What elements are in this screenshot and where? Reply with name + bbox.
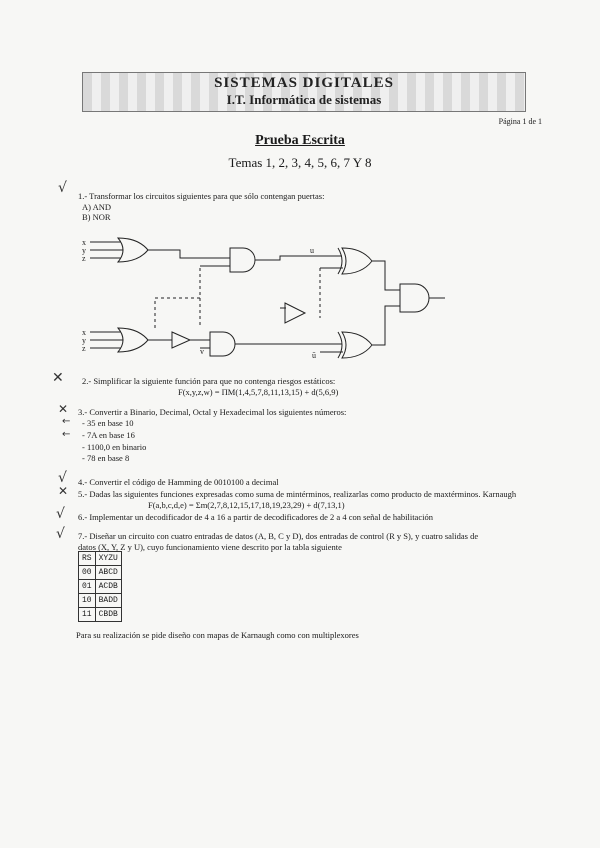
q2-text: 2.- Simplificar la siguiente función para que no contenga riesgos estáticos: — [82, 376, 336, 386]
table-cell: BADD — [95, 594, 121, 608]
header-banner — [82, 72, 526, 112]
circuit-label-x: x — [82, 238, 86, 247]
cross-mark-icon: ✕ — [52, 370, 64, 386]
table-row — [79, 594, 122, 608]
q3-item-4: - 78 en base 8 — [82, 453, 130, 463]
circuit-label-ubar: ū — [312, 351, 316, 360]
table-row — [79, 608, 122, 622]
check-mark-icon: √ — [58, 180, 67, 196]
q5-formula: F(a,b,c,d,e) = Σm(2,7,8,12,15,17,18,19,23,29) + d(7,13,1) — [148, 500, 345, 510]
circuit-label-z2: z — [82, 344, 86, 353]
q7-text-line1: 7.- Diseñar un circuito con cuatro entradas de datos (A, B, C y D), dos entradas de control (R y S), y cuatro salidas de — [78, 531, 479, 541]
circuit-label-y2: y — [82, 336, 86, 345]
exam-title: Prueba Escrita — [255, 133, 345, 148]
check-mark-icon: √ — [56, 506, 65, 522]
table-header-cell: XYZU — [95, 552, 121, 566]
cross-mark-icon: ✕ — [58, 484, 69, 498]
truth-table — [78, 551, 122, 622]
q3-item-2: - 7A en base 16 — [82, 430, 135, 440]
cross-mark-icon: ✕ — [58, 402, 69, 416]
course-subtitle: I.T. Informática de sistemas — [226, 92, 382, 107]
check-mark-icon: √ — [56, 526, 65, 542]
logic-circuit-diagram — [80, 228, 480, 368]
q3-text: 3.- Convertir a Binario, Decimal, Octal y Hexadecimal los siguientes números: — [78, 407, 347, 417]
q1-option-b: B) NOR — [82, 212, 111, 222]
table-cell: 01 — [79, 580, 96, 594]
circuit-label-z: z — [82, 254, 86, 263]
arrow-left-icon: ← — [62, 416, 71, 427]
q6-text: 6.- Implementar un decodificador de 4 a 16 a partir de decodificadores de 2 a 4 con señal de habilitación — [78, 512, 433, 522]
table-row — [79, 566, 122, 580]
table-cell: CBDB — [95, 608, 121, 622]
page-number: Página 1 de 1 — [498, 117, 542, 126]
check-mark-icon: √ — [58, 470, 67, 486]
q1-text: 1.- Transformar los circuitos siguientes para que sólo contengan puertas: — [78, 191, 325, 201]
table-row — [79, 580, 122, 594]
arrow-left-icon: ← — [62, 429, 71, 440]
circuit-label-x2: x — [82, 328, 86, 337]
q3-item-3: - 1100,0 en binario — [82, 442, 147, 452]
q7-footer: Para su realización se pide diseño con mapas de Karnaugh como con multiplexores — [76, 630, 359, 640]
table-cell: 00 — [79, 566, 96, 580]
q2-formula: F(x,y,z,w) = ΠM(1,4,5,7,8,11,13,15) + d(5,6,9) — [178, 387, 339, 397]
table-header-cell: RS — [79, 552, 96, 566]
table-cell: ABCD — [95, 566, 121, 580]
q5-text: 5.- Dadas las siguientes funciones expresadas como suma de mintérminos, realizarlas como producto de maxtérminos. Karnaugh — [78, 489, 517, 499]
q7-text-line2: datos (X, Y, Z y U), cuyo funcionamiento viene descrito por la tabla siguiente — [78, 542, 342, 552]
q3-item-1: - 35 en base 10 — [82, 418, 134, 428]
circuit-label-v: v — [200, 347, 204, 356]
course-title: SISTEMAS DIGITALES — [214, 75, 394, 91]
exam-topics: Temas 1, 2, 3, 4, 5, 6, 7 Y 8 — [228, 155, 372, 170]
circuit-label-u: u — [310, 246, 314, 255]
table-cell: 11 — [79, 608, 96, 622]
table-cell: ACDB — [95, 580, 121, 594]
q4-text: 4.- Convertir el código de Hamming de 0010100 a decimal — [78, 477, 279, 487]
q1-option-a: A) AND — [82, 202, 112, 212]
table-cell: 10 — [79, 594, 96, 608]
table-header-row — [79, 552, 122, 566]
circuit-label-y: y — [82, 246, 86, 255]
